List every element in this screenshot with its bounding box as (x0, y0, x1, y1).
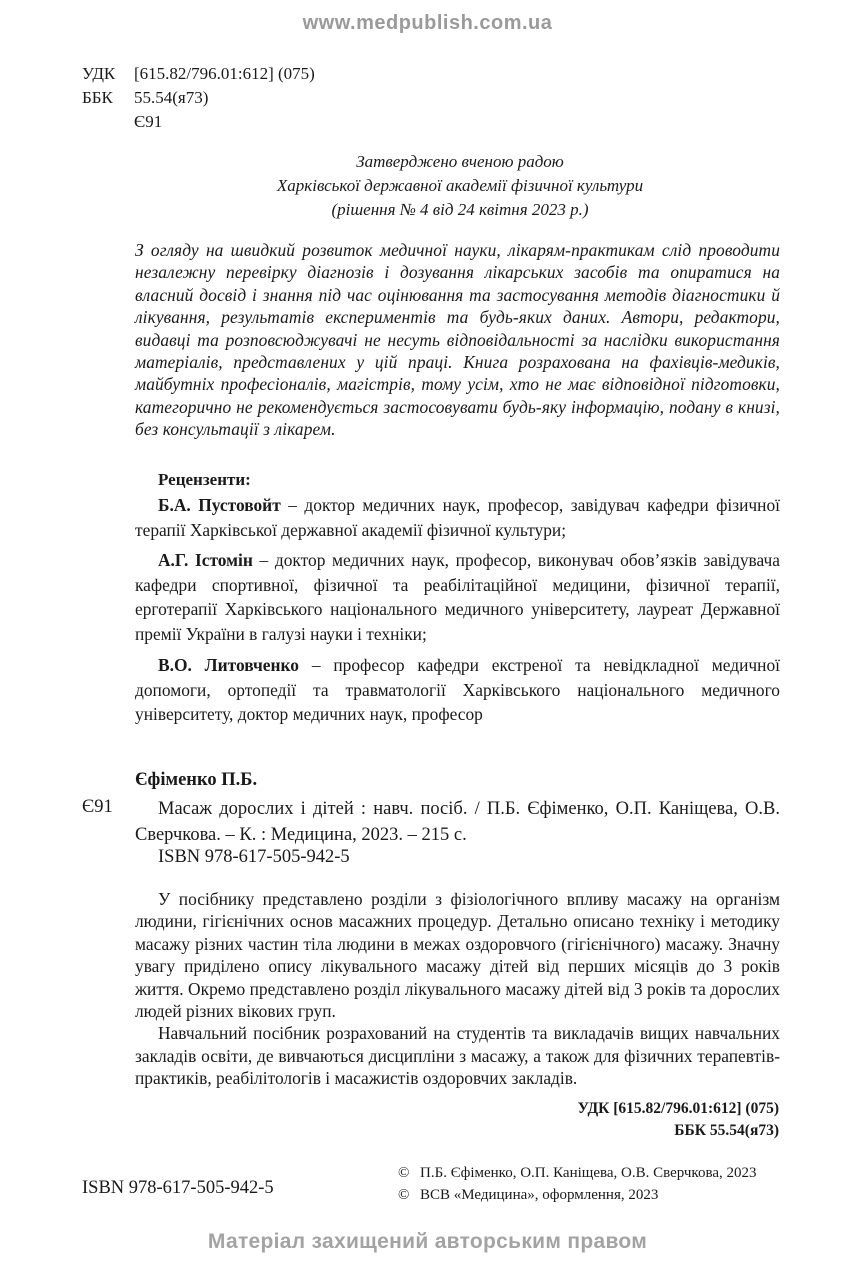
reviewer-name: В.О. Литовченко (158, 655, 299, 675)
approval-line-3: (рішення № 4 від 24 квітня 2023 р.) (331, 200, 589, 219)
reviewer-item (135, 653, 780, 727)
classification-summary (578, 1098, 779, 1142)
reviewer-name: Б.А. Пустовойт (158, 495, 281, 515)
copyright-block (398, 1162, 757, 1206)
approval-line-2: Харківської державної академії фізичної культури (276, 176, 644, 195)
classification-codes (82, 62, 315, 134)
bibliography-isbn: ISBN 978-617-505-942-5 (158, 847, 350, 867)
bbk-key: ББК (82, 88, 113, 107)
copyright-line (398, 1162, 757, 1184)
publisher-website: www.medpublish.com.ua (302, 12, 553, 34)
udk-key: УДК (82, 64, 116, 83)
reviewer-name: А.Г. Істомін (158, 550, 253, 570)
reviewer-item (135, 548, 780, 646)
bbk-code: ББК 55.54(я73) (674, 1122, 779, 1139)
bibliography-author: Єфіменко П.Б. (135, 770, 258, 790)
copyright-text: П.Б. Єфіменко, О.П. Каніщева, О.В. Сверчкова, 2023 (420, 1165, 757, 1181)
approval-line-1: Затверджено вченою радою (356, 152, 564, 171)
copyright-line (398, 1184, 757, 1206)
abstract-paragraph: У посібнику представлено розділи з фізіологічного впливу масажу на організм людини, гігієнічних основ масажних процедур. Детально описано техніку і методику масажу різних частин тіла людини в межах оздоровчого (гігієнічного) масажу. Значну увагу приділено опису лікувального масажу дітей від перших місяців до 3 років життя. Окремо представлено розділ лікувального масажу дітей від 3 років та дорослих людей різних вікових груп. (135, 889, 780, 1022)
bbk-row (82, 86, 315, 110)
copyright-icon: © (398, 1187, 410, 1203)
reviewer-description: – доктор медичних наук, професор, виконувач обов’язків завідувача кафедри спортивної, фізичної та реабілітаційної медицини, фізичної терапії, ерготерапії Харківського національного медичного університету, лауреат Державної премії України в галузі науки і техніки; (135, 550, 780, 644)
bibliography-author-sign: Є91 (82, 797, 113, 817)
udk-row (82, 62, 315, 86)
reviewer-description: – доктор медичних наук, професор, завідувач кафедри фізичної терапії Харківської державної академії фізичної культури; (135, 495, 780, 540)
copyright-notice: Матеріал захищений авторським правом (207, 1230, 648, 1253)
author-sign-value: Є91 (134, 112, 163, 131)
author-sign-key (82, 110, 134, 134)
udk-value: [615.82/796.01:612] (075) (134, 64, 315, 83)
reviewer-description: – професор кафедри екстреної та невідкладної медичної допомоги, ортопедії та травматології Харківського національного медичного університету, доктор медичних наук, професор (135, 655, 781, 724)
author-sign-row (82, 110, 315, 134)
book-abstract (135, 888, 780, 1090)
medical-disclaimer: З огляду на швидкий розвиток медичної науки, лікарям-практикам слід проводити незалежну перевірку діагнозів і дозування лікарських засобів та опиратися на власний досвід і знання під час оцінювання та застосування методів діагностики й лікування, результатів експериментів та будь-яких даних. Автори, редактори, видавці та розповсюджувачі не несуть відповідальності за наслідки використання матеріалів, представлених у цій праці. Книга розрахована на фахівців-медиків, майбутніх професіоналів, магістрів, тому усім, хто не має відповідної підготовки, категорично не рекомендується застосовувати будь-яку інформацію, подану в книзі, без консультації з лікарем. (135, 240, 780, 440)
approval-note (160, 150, 760, 222)
udk-code: УДК [615.82/796.01:612] (075) (577, 1100, 779, 1117)
isbn-number: ISBN 978-617-505-942-5 (82, 1178, 274, 1198)
copyright-text: ВСВ «Медицина», оформлення, 2023 (420, 1187, 659, 1203)
reviewer-item (135, 493, 780, 542)
copyright-icon: © (398, 1165, 410, 1181)
reviewers-title: Рецензенти: (158, 470, 251, 489)
bbk-value: 55.54(я73) (134, 88, 209, 107)
bibliography-entry: Масаж дорослих і дітей : навч. посіб. / П.Б. Єфіменко, О.П. Каніщева, О.В. Сверчкова. – К. : Медицина, 2023. – 215 с. (135, 799, 780, 845)
abstract-paragraph: Навчальний посібник розрахований на студентів та викладачів вищих навчальних закладів освіти, де вивчаються дисципліни з масажу, а також для фізичних терапевтів-практиків, реабілітологів і масажистів оздоровчих закладів. (135, 1023, 780, 1089)
